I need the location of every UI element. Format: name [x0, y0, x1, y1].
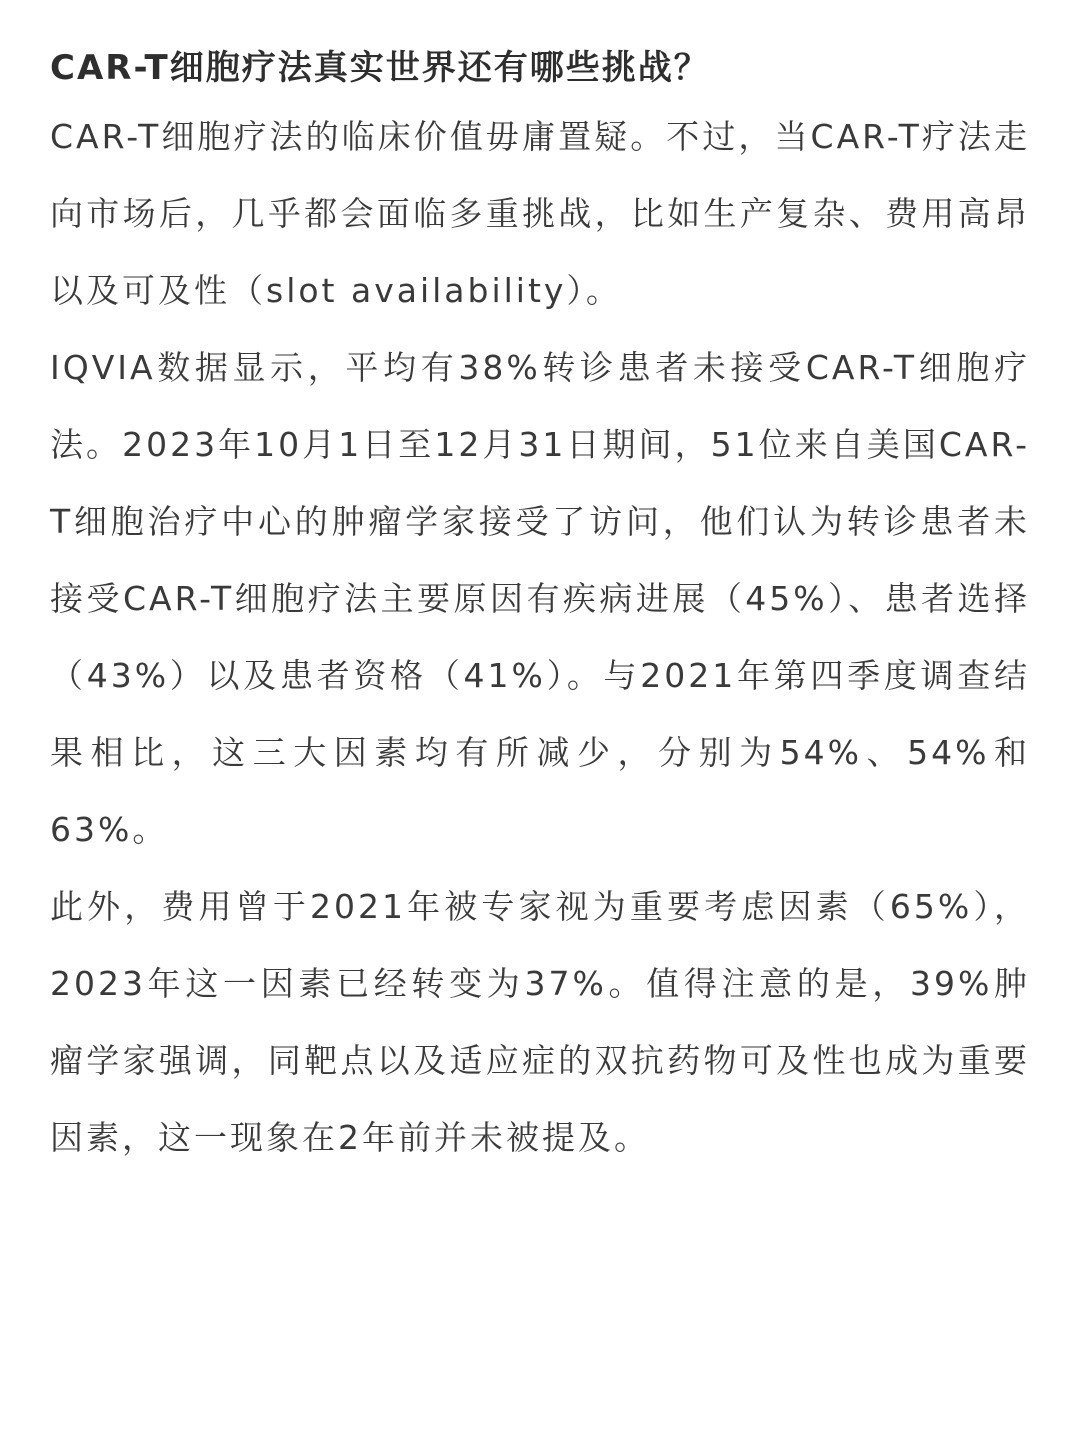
- paragraph-cost-factor: 此外，费用曾于2021年被专家视为重要考虑因素（65%），2023年这一因素已经转变为37%。值得注意的是，39%肿瘤学家强调，同靶点以及适应症的双抗药物可及性也成为重要因素，这一现象在2年前并未被提及。: [50, 887, 1030, 1157]
- paragraph-intro: CAR-T细胞疗法的临床价值毋庸置疑。不过，当CAR-T疗法走向市场后，几乎都会面临多重挑战，比如生产复杂、费用高昂以及可及性（slot availability）。: [50, 117, 1030, 310]
- article: [50, 38, 1030, 1176]
- paragraph-iqvia-data: IQVIA数据显示，平均有38%转诊患者未接受CAR-T细胞疗法。2023年10月1日至12月31日期间，51位来自美国CAR-T细胞治疗中心的肿瘤学家接受了访问，他们认为转诊患者未接受CAR-T细胞疗法主要原因有疾病进展（45%）、患者选择（43%）以及患者资格（41%）。与2021年第四季度调查结果相比，这三大因素均有所减少，分别为54%、54%和63%。: [50, 348, 1030, 849]
- article-title: CAR-T细胞疗法真实世界还有哪些挑战？: [50, 48, 710, 88]
